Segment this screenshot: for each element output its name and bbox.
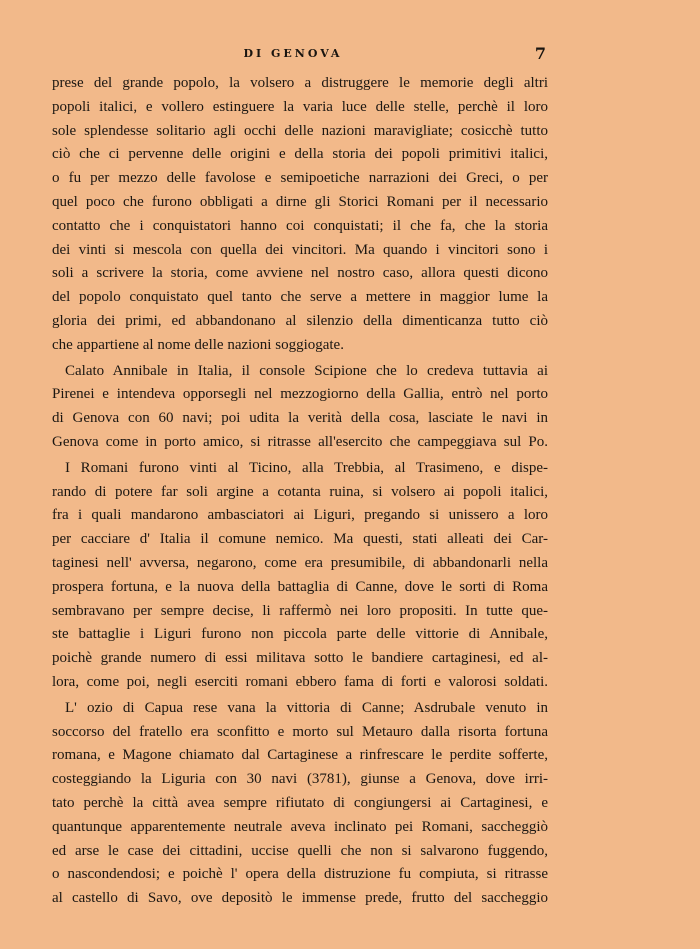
- text-line: popoli italici, e vollero estinguere la varia luce delle stelle, perchè il loro: [52, 98, 548, 115]
- text-line: ed arse le case dei cittadini, uccise quelli che non si salvarono fuggendo,: [52, 842, 548, 859]
- text-line: quel poco che furono obbligati a dirne gli Storici Romani per il necessario: [52, 193, 548, 210]
- text-line: sole splendesse solitario agli occhi delle nazioni maravigliate; cosicchè tutto: [52, 122, 548, 139]
- paragraph: [52, 457, 548, 695]
- text-line: prospera fortuna, e la nuova della battaglia di Canne, dove le sorti di Roma: [52, 578, 548, 595]
- text-line: poichè grande numero di essi militava sotto le bandiere cartaginesi, ed al-: [52, 650, 548, 667]
- text-line: lora, come poi, negli eserciti romani ebbero fama di forti e valorosi soldati.: [52, 673, 548, 690]
- paragraph: [52, 697, 548, 911]
- text-line: taginesi nell' avversa, negarono, come era presumibile, di abbandonarli nella: [52, 554, 548, 571]
- running-title: DI GENOVA: [243, 47, 343, 60]
- text-line: del popolo conquistato quel tanto che serve a mettere in maggior lume la: [52, 289, 548, 306]
- text-line: ciò che ci pervenne delle origini e della storia dei popoli primitivi italici,: [52, 146, 548, 163]
- text-line: o fu per mezzo delle favolose e semipoetiche narrazioni dei Greci, o per: [52, 170, 548, 187]
- text-line: al castello di Savo, ove depositò le immense prede, frutto del saccheggio: [52, 890, 548, 907]
- page-header: [52, 44, 546, 68]
- text-line: fra i quali mandarono ambasciatori ai Liguri, pregando si unissero a loro: [52, 507, 548, 524]
- text-line: L' ozio di Capua rese vana la vittoria di Canne; Asdrubale venuto in: [65, 699, 548, 716]
- text-line: che appartiene al nome delle nazioni soggiogate.: [52, 336, 344, 353]
- text-line: costeggiando la Liguria con 30 navi (3781), giunse a Genova, dove irri-: [52, 771, 548, 788]
- text-line: contatto che i conquistatori hanno coi conquistati; il che fa, che la storia: [52, 217, 548, 234]
- text-line: tato perchè la città avea sempre rifiutato di congiungersi ai Cartaginesi, e: [52, 794, 548, 811]
- text-line: romana, e Magone chiamato dal Cartaginese a rinfrescare le perdite sofferte,: [52, 747, 548, 764]
- text-line: dei vinti si mescola con quella dei vincitori. Ma quando i vincitori sono i: [52, 241, 548, 258]
- text-line: di Genova con 60 navi; poi udita la verità della cosa, lasciate le navi in: [52, 410, 548, 427]
- text-line: ste battaglie i Liguri furono non piccola parte delle vittorie di Annibale,: [52, 626, 548, 643]
- text-line: Genova come in porto amico, si ritrasse all'esercito che campeggiava sul Po.: [52, 433, 548, 450]
- text-line: per cacciare d' Italia il comune nemico. Ma questi, stati alleati dei Car-: [52, 531, 548, 548]
- text-line: rando di potere far soli argine a cotanta ruina, si volsero ai popoli italici,: [52, 483, 548, 500]
- body-text: [52, 72, 548, 911]
- page-number: 7: [534, 44, 546, 63]
- text-line: Calato Annibale in Italia, il console Scipione che lo credeva tuttavia ai: [65, 362, 548, 379]
- text-line: soli a scrivere la storia, come avviene nel nostro caso, allora questi dicono: [52, 265, 548, 282]
- text-line: o nascondendosi; e poichè l' opera della distruzione fu compiuta, si ritrasse: [52, 866, 548, 883]
- text-line: gloria dei primi, ed abbandonano al silenzio della dimenticanza tutto ciò: [52, 312, 548, 329]
- text-line: quantunque apparentemente neutrale aveva inclinato pei Romani, saccheggiò: [52, 818, 548, 835]
- paragraph: [52, 72, 548, 358]
- text-line: prese del grande popolo, la volsero a distruggere le memorie degli altri: [52, 75, 548, 91]
- text-line: Pirenei e intendeva opporsegli nel mezzogiorno della Gallia, entrò nel porto: [52, 386, 548, 403]
- paragraph: [52, 360, 548, 455]
- text-line: soccorso del fratello era sconfitto e morto sul Metauro dalla risorta fortuna: [52, 723, 548, 740]
- text-line: I Romani furono vinti al Ticino, alla Trebbia, al Trasimeno, e dispe-: [65, 459, 548, 476]
- text-line: sembravano per sempre decise, li raffermò nei loro propositi. In tutte que-: [52, 602, 548, 619]
